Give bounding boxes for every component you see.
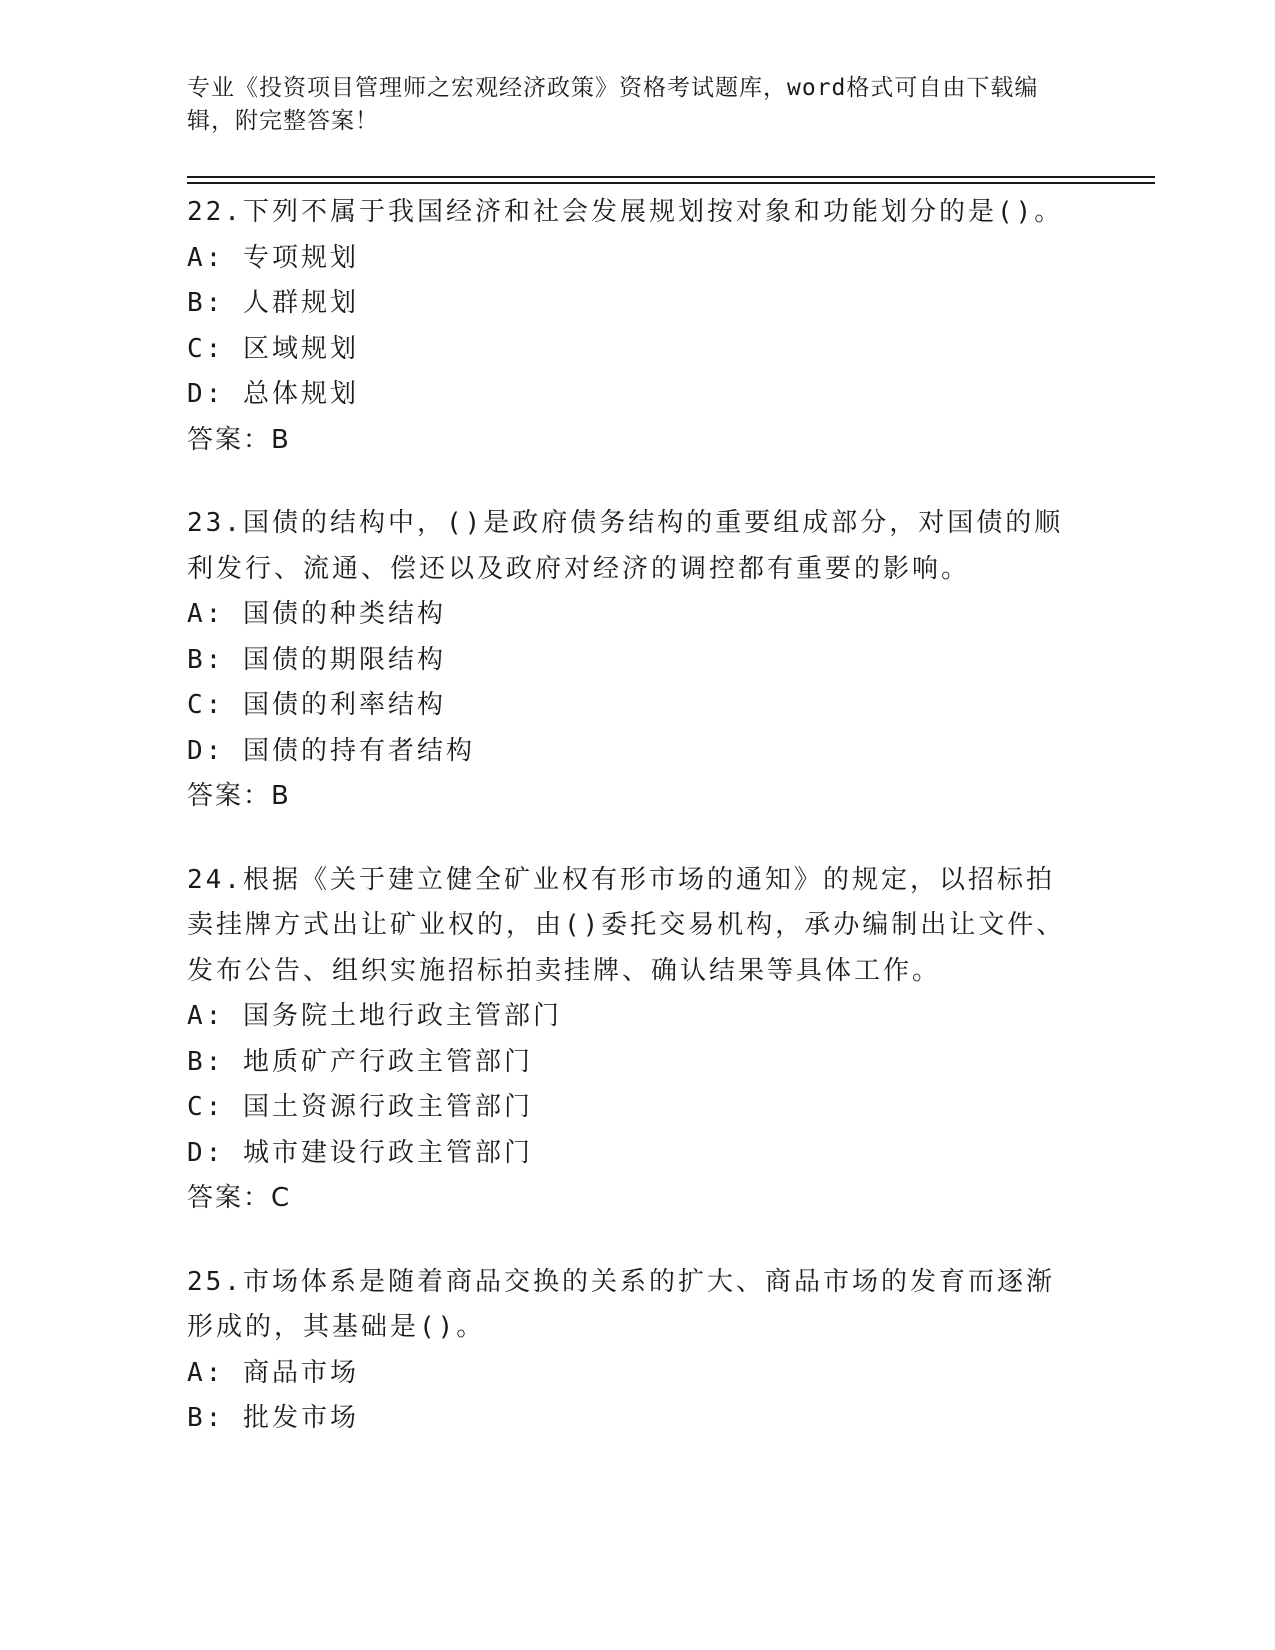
option-d: D: 城市建设行政主管部门 <box>187 1137 533 1168</box>
answer-label: 答案：C <box>187 1183 292 1213</box>
header-line-2: 辑，附完整答案！ <box>187 108 379 134</box>
option-a: A: 国务院土地行政主管部门 <box>187 1001 562 1031</box>
option-a: A: 专项规划 <box>187 242 359 273</box>
question-stem: 22.下列不属于我国经济和社会发展规划按对象和功能划分的是()。 <box>187 197 1064 227</box>
option-d: D: 国债的持有者结构 <box>187 735 475 766</box>
question-22 <box>187 190 1087 463</box>
option-a: A: 商品市场 <box>187 1357 359 1388</box>
option-c: C: 区域规划 <box>187 333 359 364</box>
option-a: A: 国债的种类结构 <box>187 599 446 629</box>
question-23 <box>187 501 1087 820</box>
question-stem: 25.市场体系是随着商品交换的关系的扩大、商品市场的发育而逐渐形成的，其基础是()。 <box>187 1266 1055 1342</box>
option-b: B: 国债的期限结构 <box>187 644 446 675</box>
document-header <box>187 72 1087 138</box>
question-list <box>187 190 1087 1480</box>
question-stem: 24.根据《关于建立健全矿业权有形市场的通知》的规定，以招标拍卖挂牌方式出让矿业权的，由()委托交易机构，承办编制出让文件、发布公告、组织实施招标拍卖挂牌、确认结果等具体工作。 <box>187 864 1066 986</box>
option-c: C: 国土资源行政主管部门 <box>187 1092 533 1122</box>
header-divider-top <box>187 176 1155 178</box>
question-25 <box>187 1260 1087 1442</box>
question-stem: 23.国债的结构中，()是政府债务结构的重要组成部分，对国债的顺利发行、流通、偿还以及政府对经济的调控都有重要的影响。 <box>187 508 1064 584</box>
option-b: B: 地质矿产行政主管部门 <box>187 1046 533 1077</box>
option-c: C: 国债的利率结构 <box>187 690 446 720</box>
header-line-1: 专业《投资项目管理师之宏观经济政策》资格考试题库，word格式可自由下载编 <box>187 75 1039 101</box>
option-b: B: 人群规划 <box>187 288 359 318</box>
answer-label: 答案：B <box>187 424 291 455</box>
header-divider-bottom <box>187 182 1155 184</box>
question-24 <box>187 858 1087 1222</box>
answer-label: 答案：B <box>187 781 291 811</box>
option-d: D: 总体规划 <box>187 379 359 409</box>
option-b: B: 批发市场 <box>187 1403 359 1433</box>
